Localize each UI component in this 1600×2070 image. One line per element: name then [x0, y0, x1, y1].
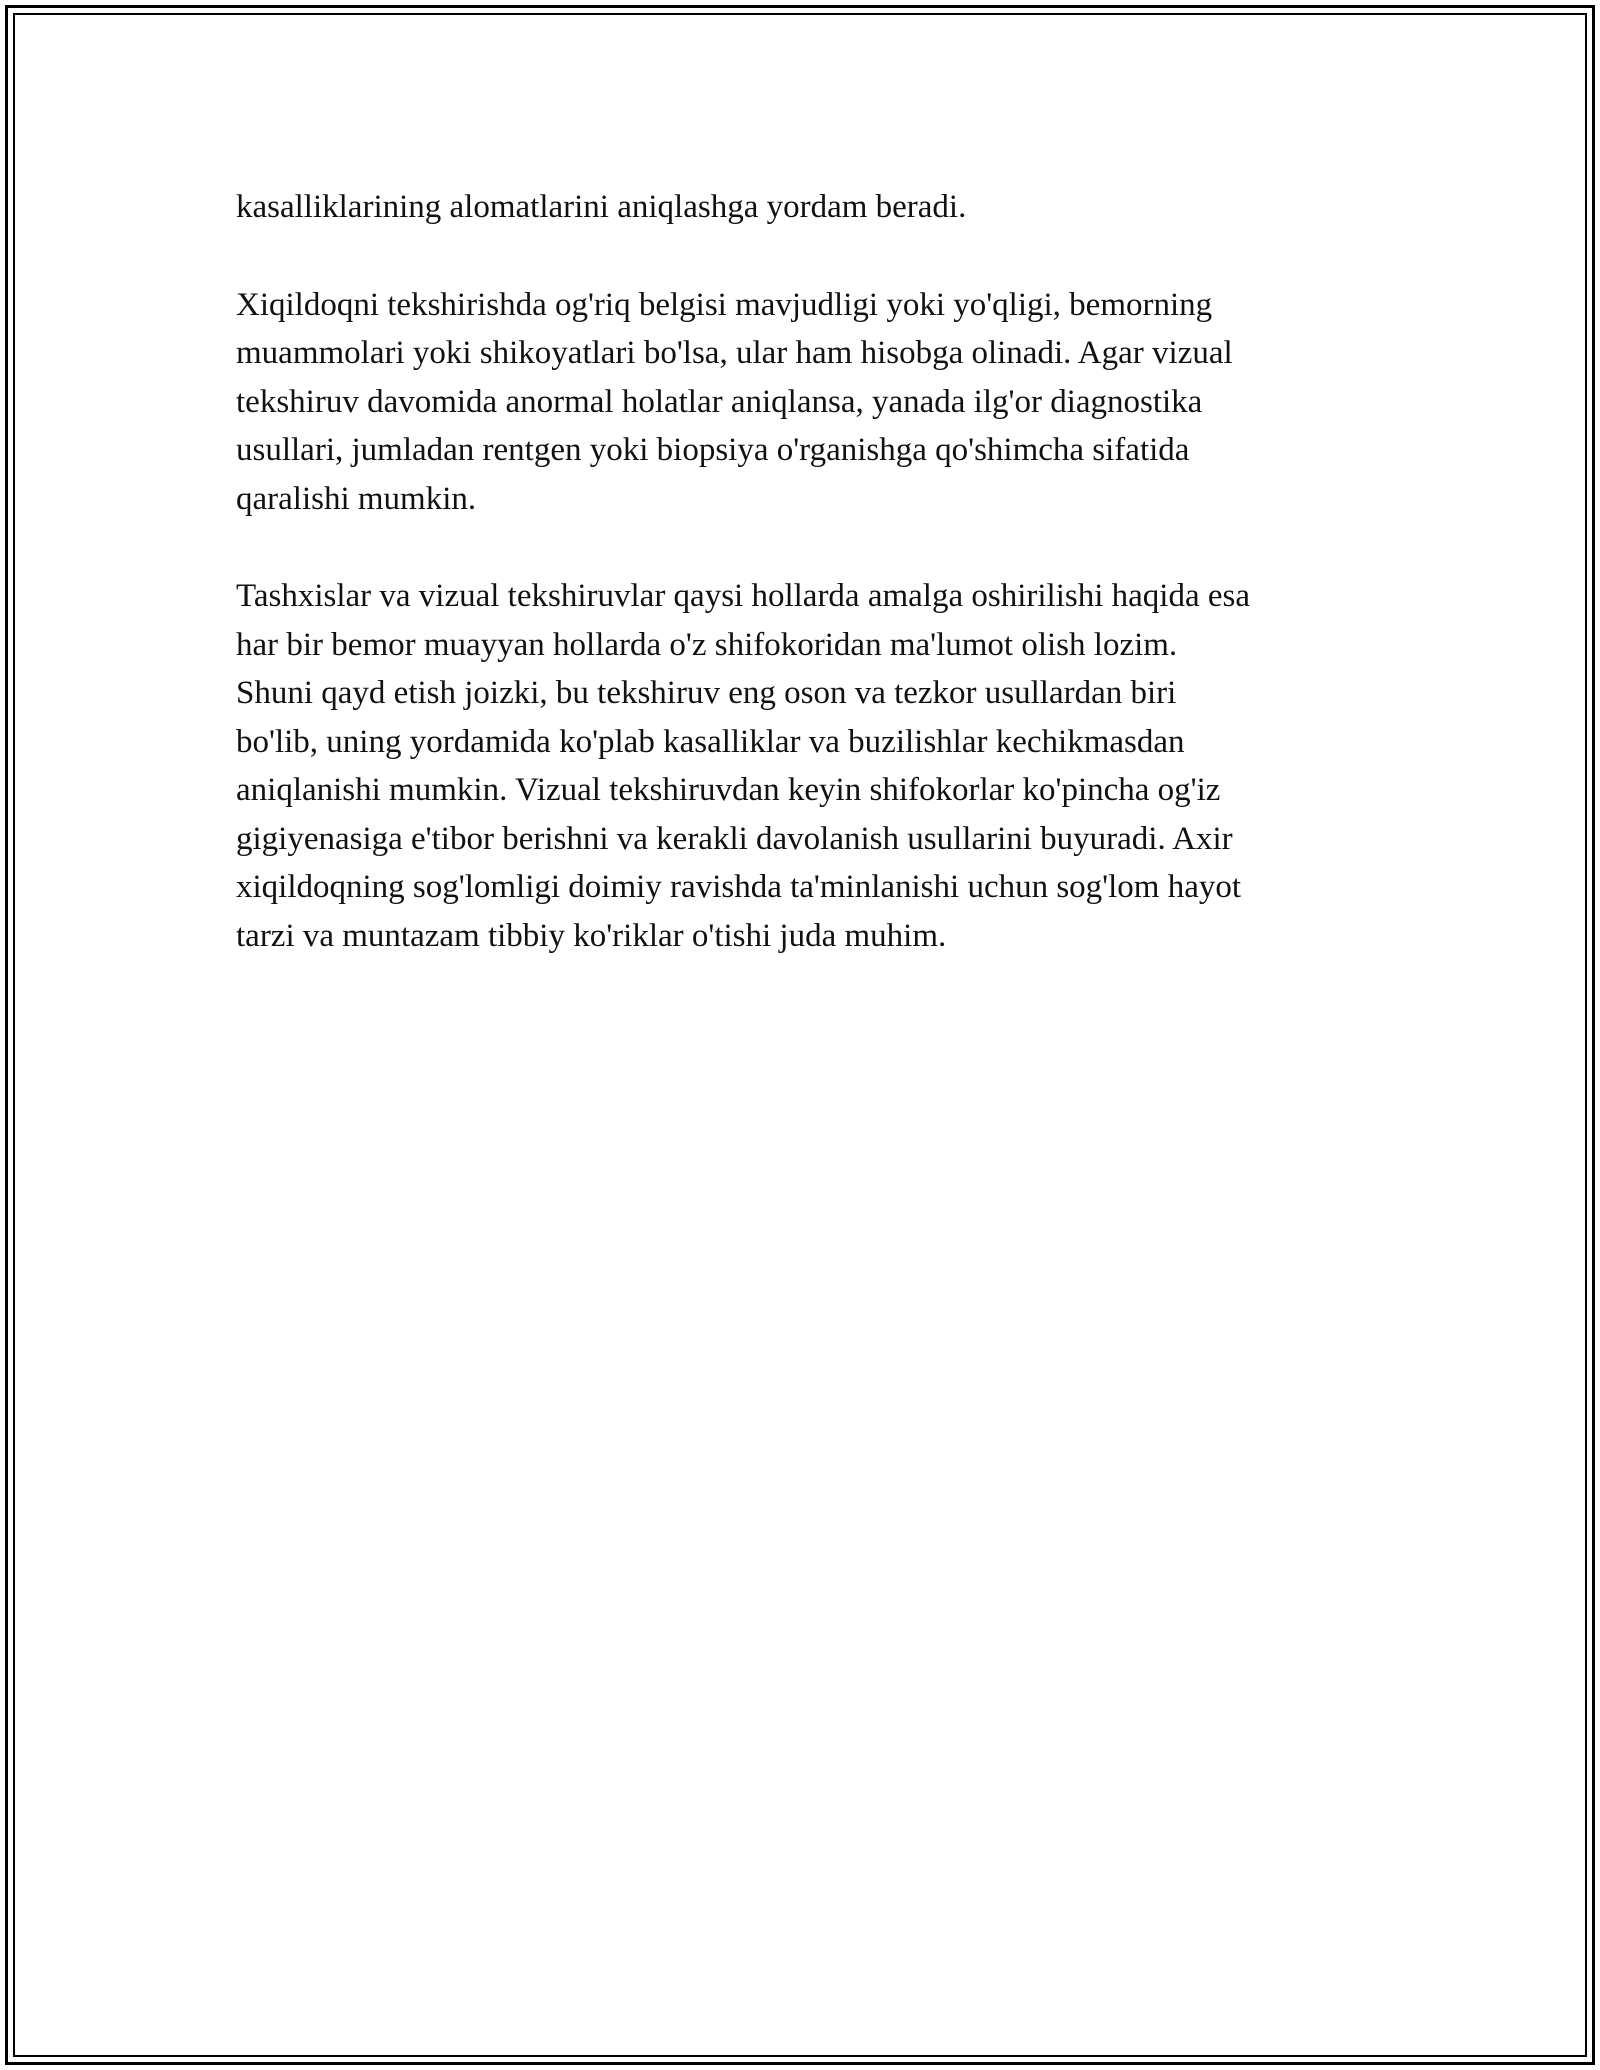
paragraph-1: kasalliklarining alomatlarini aniqlashga yordam beradi. — [236, 189, 967, 225]
paragraph-3: Tashxislar va vizual tekshiruvlar qaysi hollarda amalga oshirilishi haqida esa har bir bemor muayyan hollarda o'z shifokoridan ma'lumot olish lozim. Shuni qayd etish joizki, bu tekshiruv eng oson va tezkor usullardan biri bo'lib, uning yordamida ko'plab kasalliklar va buzilishlar kechikmasdan aniqlanishi mumkin. Vizual tekshiruvdan keyin shifokorlar ko'pincha og'iz gigiyenasiga e'tibor berishni va kerakli davolanish usullarini buyuradi. Axir xiqildoqning sog'lomligi doimiy ravishda ta'minlanishi uchun sog'lom hayot tarzi va muntazam tibbiy ko'riklar o'tishi juda muhim. — [236, 578, 1250, 954]
paragraph-2: Xiqildoqni tekshirishda og'riq belgisi mavjudligi yoki yo'qligi, bemorning muammolari yoki shikoyatlari bo'lsa, ular ham hisobga olinadi. Agar vizual tekshiruv davomida anormal holatlar aniqlansa, yanada ilg'or diagnostika usullari, jumladan rentgen yoki biopsiya o'rganishga qo'shimcha sifatida qaralishi mumkin. — [236, 286, 1233, 517]
document-body — [236, 183, 1376, 1009]
